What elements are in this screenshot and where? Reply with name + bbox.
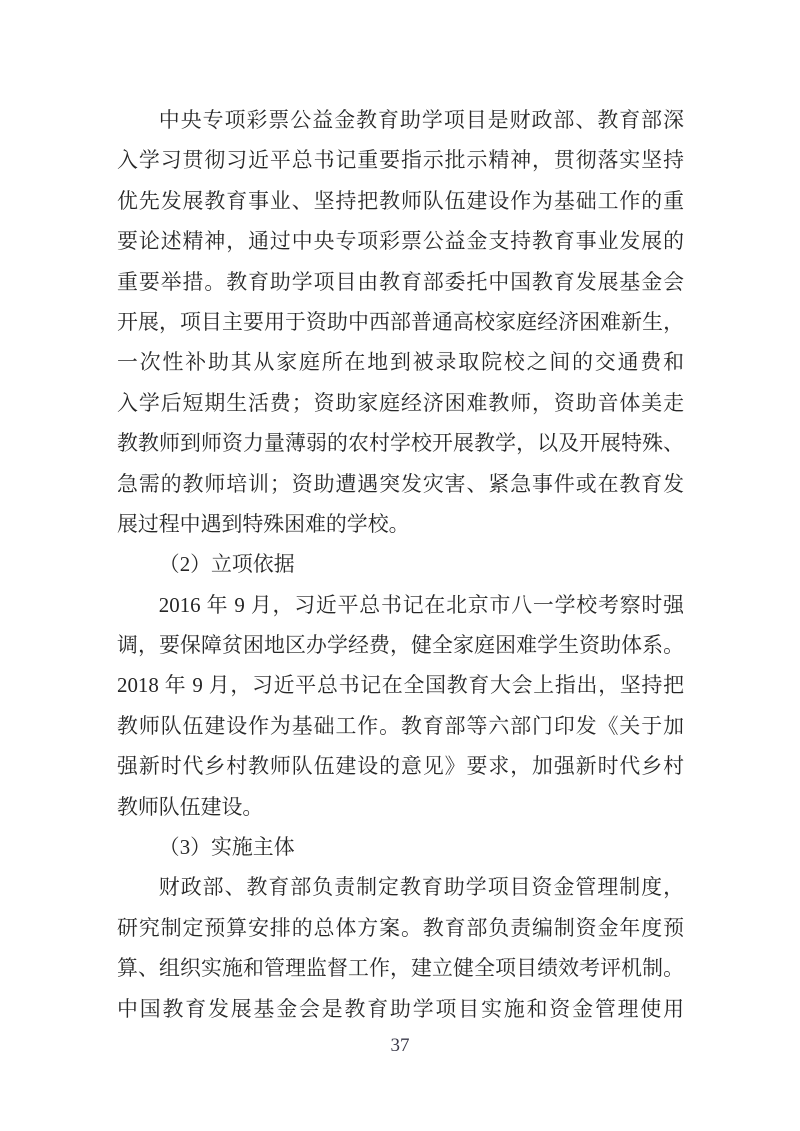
text-line: 入学习贯彻习近平总书记重要指示批示精神，贯彻落实坚持 (117, 148, 684, 173)
text-line: 展过程中遇到特殊困难的学校。 (117, 511, 410, 536)
text-line: 研究制定预算安排的总体方案。教育部负责编制资金年度预 (117, 915, 684, 940)
page-body-text (117, 100, 684, 1029)
text-line: （3）实施主体 (158, 835, 295, 860)
text-line: （2）立项依据 (158, 552, 295, 577)
text-line: 中央专项彩票公益金教育助学项目是财政部、教育部深 (158, 108, 684, 132)
text-line: 重要举措。教育助学项目由教育部委托中国教育发展基金会 (117, 269, 684, 294)
text-line: 教师队伍建设作为基础工作。教育部等六部门印发《关于加 (117, 713, 684, 738)
text-line: 优先发展教育事业、坚持把教师队伍建设作为基础工作的重 (117, 188, 684, 213)
text-line: 算、组织实施和管理监督工作，建立健全项目绩效考评机制。 (117, 956, 684, 981)
text-line: 中国教育发展基金会是教育助学项目实施和资金管理使用 (117, 996, 684, 1021)
text-line: 2018 年 9 月，习近平总书记在全国教育大会上指出，坚持把 (117, 673, 684, 698)
text-line: 2016 年 9 月，习近平总书记在北京市八一学校考察时强 (158, 592, 684, 617)
text-line: 教师队伍建设。 (117, 794, 264, 819)
text-line: 一次性补助其从家庭所在地到被录取院校之间的交通费和 (117, 350, 684, 375)
text-line: 财政部、教育部负责制定教育助学项目资金管理制度， (158, 875, 684, 900)
text-line: 调，要保障贫困地区办学经费，健全家庭困难学生资助体系。 (117, 633, 684, 658)
text-line: 急需的教师培训；资助遭遇突发灾害、紧急事件或在教育发 (117, 471, 684, 496)
text-line: 强新时代乡村教师队伍建设的意见》要求，加强新时代乡村 (117, 754, 684, 779)
text-line: 入学后短期生活费；资助家庭经济困难教师，资助音体美走 (117, 390, 684, 415)
text-line: 要论述精神，通过中央专项彩票公益金支持教育事业发展的 (117, 229, 684, 254)
text-line: 开展，项目主要用于资助中西部普通高校家庭经济困难新生， (117, 309, 684, 334)
page-number: 37 (390, 1035, 410, 1056)
text-line: 教教师到师资力量薄弱的农村学校开展教学，以及开展特殊、 (117, 431, 684, 456)
